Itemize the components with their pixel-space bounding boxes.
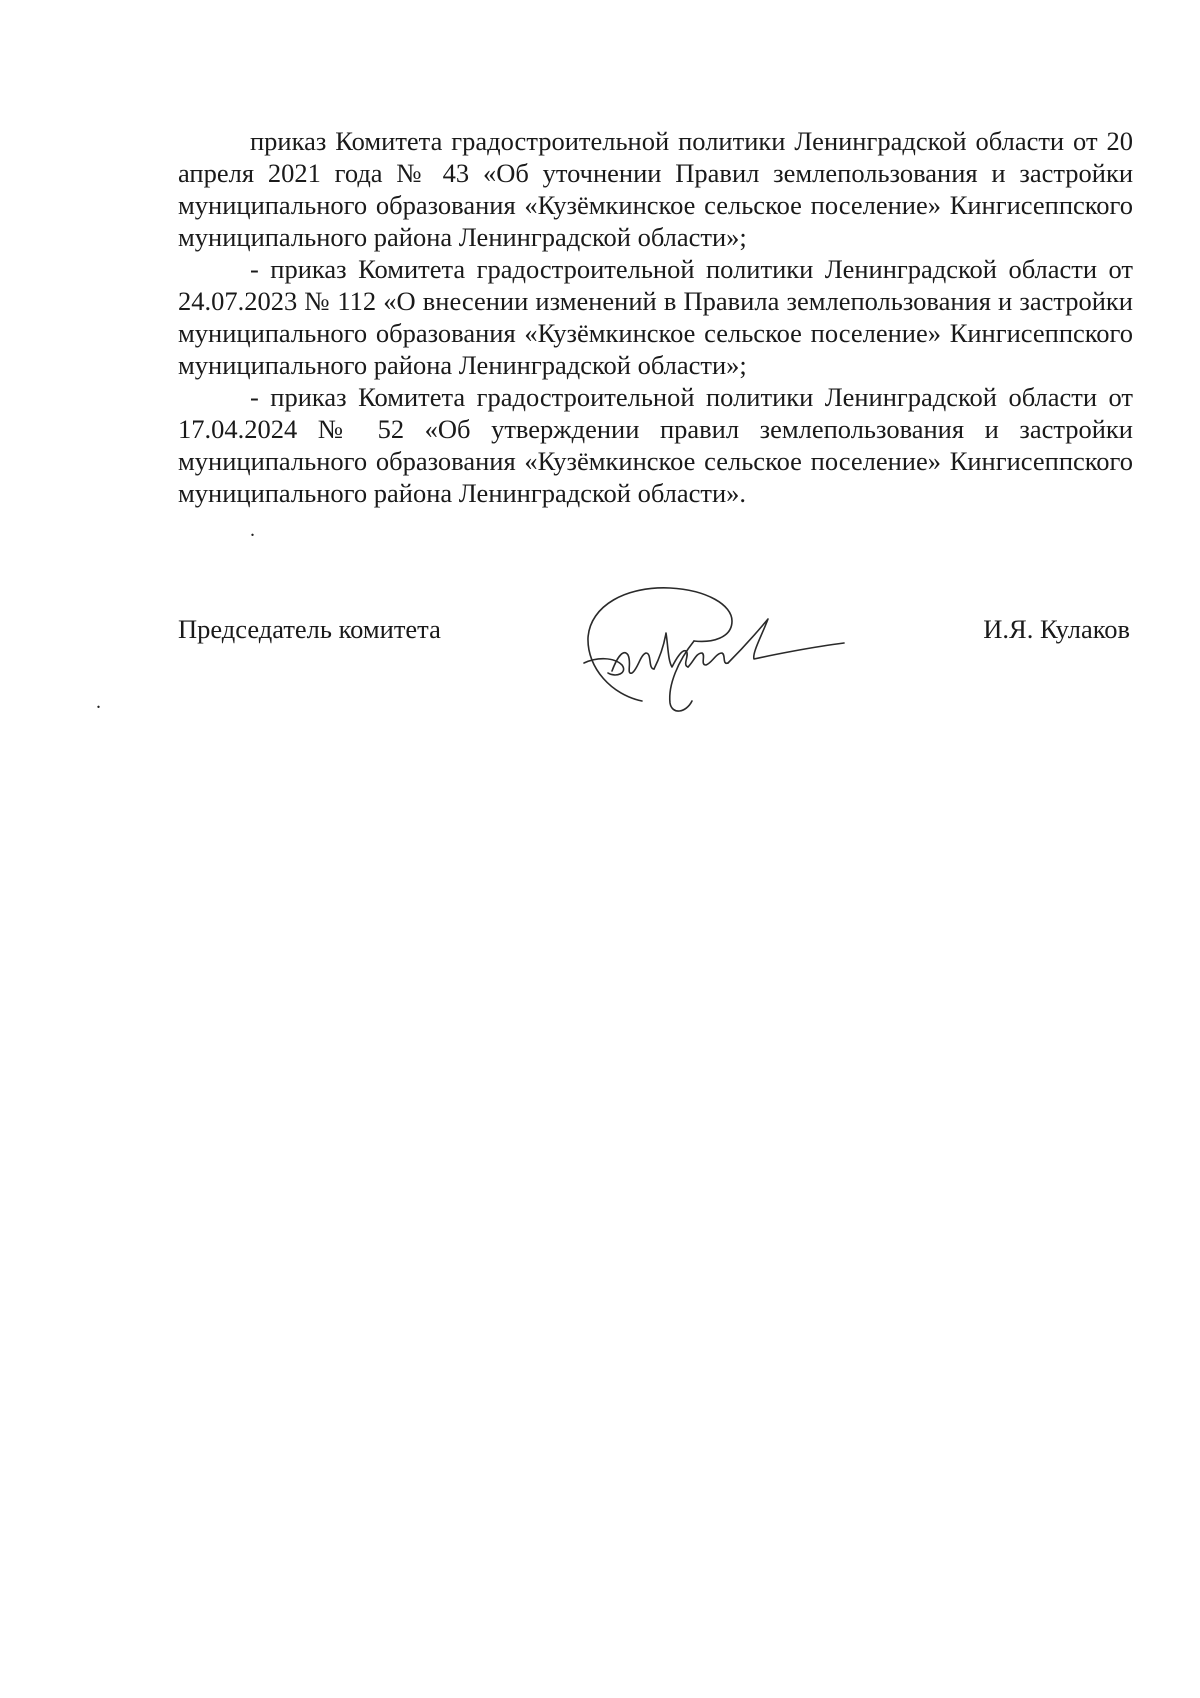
paragraph-order-2024: - приказ Комитета градостроительной политики Ленинградской области от 17.04.2024 № 52 «Об утверждении правил землепользования и застройки муниципального образования «Кузёмкинское сельское поселение» Кингисеппского муниципального района Ленинградской области». (178, 382, 1133, 508)
handwritten-signature-icon (582, 583, 852, 718)
signatory-name: И.Я. Кулаков (983, 614, 1130, 644)
signatory-title: Председатель комитета (178, 614, 441, 644)
paragraph-order-2023: - приказ Комитета градостроительной политики Ленинградской области от 24.07.2023 № 112 «О внесении изменений в Правила землепользования и застройки муниципального образования «Кузёмкинское сельское поселение» Кингисеппского муниципального района Ленинградской области»; (178, 254, 1133, 380)
paragraph-order-2021: приказ Комитета градостроительной политики Ленинградской области от 20 апреля 2021 года № 43 «Об уточнении Правил землепользования и застройки муниципального образования «Кузёмкинское сельское поселение» Кингисеппского муниципального района Ленинградской области»; (178, 126, 1133, 252)
stray-mark: . (96, 691, 101, 713)
stray-mark: . (250, 519, 255, 541)
